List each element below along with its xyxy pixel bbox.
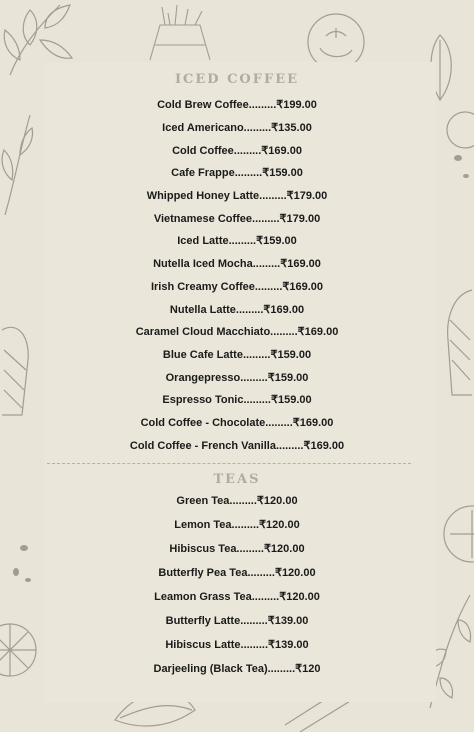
menu-item: Hibiscus Tea.........₹120.00	[169, 543, 305, 555]
lime-sketch-right	[440, 500, 474, 570]
menu-item: Orangepresso.........₹159.00	[165, 372, 309, 384]
menu-item: Cold Coffee - French Vanilla.........₹169.00	[129, 440, 345, 452]
menu-item: Cold Coffee.........₹169.00	[172, 145, 302, 157]
menu-item: Cold Coffee - Chocolate.........₹169.00	[140, 417, 334, 429]
menu-item: Iced Americano.........₹135.00	[162, 122, 312, 134]
menu-item: Irish Creamy Coffee.........₹169.00	[150, 281, 324, 293]
section-divider	[47, 463, 411, 464]
menu-item: Blue Cafe Latte.........₹159.00	[162, 349, 312, 361]
menu-item: Green Tea.........₹120.00	[176, 495, 298, 507]
menu-item: Lemon Tea.........₹120.00	[174, 519, 300, 531]
menu-item: Iced Latte.........₹159.00	[177, 235, 297, 247]
menu-item: Caramel Cloud Macchiato.........₹169.00	[135, 326, 339, 338]
menu-item: Darjeeling (Black Tea).........₹120	[153, 663, 321, 675]
menu-item: Cold Brew Coffee.........₹199.00	[157, 99, 317, 111]
menu-item: Butterfly Pea Tea.........₹120.00	[158, 567, 316, 579]
menu-item: Espresso Tonic.........₹159.00	[162, 394, 312, 406]
teas-title: TEAS	[213, 472, 261, 487]
menu-item: Vietnamese Coffee.........₹179.00	[153, 213, 321, 225]
iced-coffee-title: ICED COFFEE	[174, 72, 300, 87]
menu-item: Butterfly Latte.........₹139.00	[165, 615, 309, 627]
menu-item: Nutella Latte.........₹169.00	[169, 304, 305, 316]
fries-sketch	[130, 5, 230, 65]
menu-item: Whipped Honey Latte.........₹179.00	[146, 190, 328, 202]
menu-item: Nutella Iced Mocha.........₹169.00	[153, 258, 321, 270]
menu-item: Leamon Grass Tea.........₹120.00	[154, 591, 320, 603]
menu-item: Cafe Frappe.........₹159.00	[171, 167, 303, 179]
menu-item: Hibiscus Latte.........₹139.00	[165, 639, 309, 651]
